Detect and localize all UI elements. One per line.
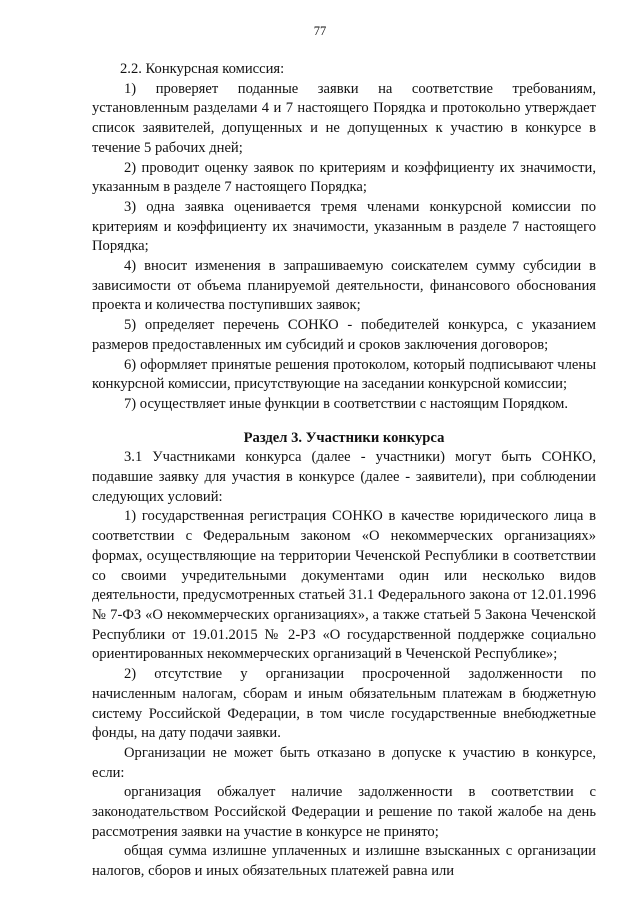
condition-1: 1) государственная регистрация СОНКО в качестве юридического лица в соответствии с Федеральным законом «О некоммерческих организациях» формах, осуществляющие на территории Чеченской Республики в соответствии со своими учредительными документами один или несколько видов деятельности, предусмотренных статьей 31.1 Федерального закона от 12.01.1996 № 7-ФЗ «О некоммерческих организациях», а также статьей 5 Закона Чеченской Республики от 19.01.2015 № 2-РЗ «О государственной поддержке социально ориентированных некоммерческих организаций в Чеченской Республике»; [92,508,596,663]
commission-item-6: 6) оформляет принятые решения протоколом, который подписывают члены конкурсной комиссии, присутствующие на заседании конкурсной комиссии; [92,356,596,393]
commission-item-7: 7) осуществляет иные функции в соответствии с настоящим Порядком. [124,395,569,412]
exception-2: общая сумма излишне уплаченных и излишне взысканных с организации налогов, сборов и иных обязательных платежей равна или [92,843,596,880]
section-3-intro: 3.1 Участниками конкурса (далее - участники) могут быть СОНКО, подавшие заявку для участия в конкурсе (далее - заявители), при соблюдении следующих условий: [92,449,596,505]
commission-item-1: 1) проверяет поданные заявки на соответствие требованиям, установленным разделами 4 и 7 настоящего Порядка и протокольно утверждает список заявителей, допущенных и не допущенных к участию в конкурсе в течение 5 рабочих дней; [92,80,596,156]
commission-heading: 2.2. Конкурсная комиссия: [120,61,285,77]
condition-2: 2) отсутствие у организации просроченной задолженности по начисленным налогам, сборам и иным обязательным платежам в бюджетную систему Российской Федерации, в том числе государственные внебюджетные фонды, на дату подачи заявки. [92,666,596,742]
commission-item-3: 3) одна заявка оценивается тремя членами конкурсной комиссии по критериям и коэффициенту их значимости, указанным в разделе 7 настоящего Порядка; [92,198,596,255]
exception-intro: Организации не может быть отказано в допуске к участию в конкурсе, если: [92,744,596,781]
page-content [92,60,596,882]
commission-item-5: 5) определяет перечень СОНКО - победителей конкурса, с указанием размеров предоставленных им субсидий и сроков заключения договоров; [92,317,596,353]
commission-item-4: 4) вносит изменения в запрашиваемую соискателем сумму субсидии в зависимости от объема планируемой деятельности, финансового обоснования проекта и количества поступивших заявок; [92,258,596,314]
commission-item-2: 2) проводит оценку заявок по критериям и коэффициенту их значимости, указанным в разделе 7 настоящего Порядка; [92,159,596,196]
page-number: 77 [313,24,327,38]
section-3-title: Раздел 3. Участники конкурса [243,429,445,446]
exception-1: организация обжалует наличие задолженности в соответствии с законодательством Российской Федерации и решение по такой жалобе на день рассмотрения заявки на участие в конкурсе не принято; [92,784,596,840]
